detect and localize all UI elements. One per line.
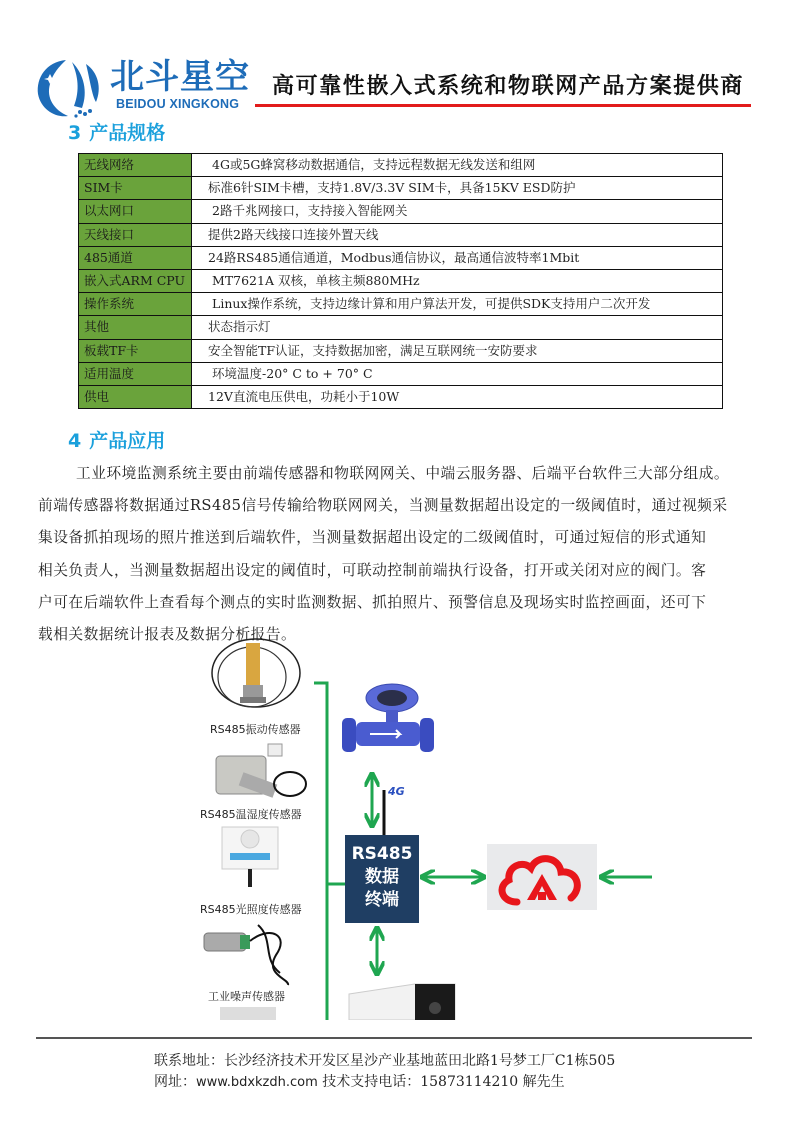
spec-value: 安全智能TF认证，支持数据加密，满足互联网统一安防要求 xyxy=(192,339,723,362)
spec-key: 以太网口 xyxy=(79,200,192,223)
support-phone: 15873114210 xyxy=(420,1074,519,1090)
section-heading-application xyxy=(68,429,165,453)
sensor-label: 工业噪声传感器 xyxy=(208,990,285,1003)
spec-key: 无线网络 xyxy=(79,154,192,177)
spec-key: 485通道 xyxy=(79,246,192,269)
section-heading-specs xyxy=(68,121,165,145)
support-label: 技术支持电话： xyxy=(322,1074,421,1090)
paragraph-line: 集设备抓拍现场的照片推送到后端软件，当测量数据超出设定的二级阈值时，可通过短信的形式通知 xyxy=(38,529,707,547)
table-row xyxy=(79,246,723,269)
section-title: 产品应用 xyxy=(89,430,166,452)
spec-key: 操作系统 xyxy=(79,293,192,316)
table-row xyxy=(79,200,723,223)
table-row xyxy=(79,293,723,316)
section-number: 3 xyxy=(68,122,82,144)
brand-name-cn: 北斗星空 xyxy=(110,57,250,97)
spec-key: 天线接口 xyxy=(79,223,192,246)
beidou-logo-icon xyxy=(36,56,102,120)
table-row xyxy=(79,223,723,246)
spec-key: SIM卡 xyxy=(79,177,192,200)
humidity-sensor-icon xyxy=(210,738,310,808)
footer-address: 联系地址：长沙经济技术开发区星沙产业基地蓝田北路1号梦工厂C1栋505 xyxy=(154,1053,616,1069)
sensor-label: RS485光照度传感器 xyxy=(200,903,302,916)
table-row xyxy=(79,316,723,339)
4g-badge: 4G xyxy=(388,785,405,798)
noise-sensor-icon xyxy=(200,915,300,987)
table-row xyxy=(79,385,723,408)
cloud-platform-box xyxy=(487,844,597,910)
company-tagline: 高可靠性嵌入式系统和物联网产品方案提供商 xyxy=(272,73,745,99)
website-link[interactable]: www.bdxkzdh.com xyxy=(196,1075,318,1090)
table-row xyxy=(79,339,723,362)
spec-value: 标准6针SIM卡槽，支持1.8V/3.3V SIM卡，具备15KV ESD防护 xyxy=(192,177,723,200)
table-row xyxy=(79,269,723,292)
table-row xyxy=(79,154,723,177)
spec-key: 供电 xyxy=(79,385,192,408)
cloud-platform-icon xyxy=(487,844,597,910)
spec-key: 其他 xyxy=(79,316,192,339)
section-title: 产品规格 xyxy=(89,122,166,144)
spec-value: 状态指示灯 xyxy=(192,316,723,339)
spec-value: 4G或5G蜂窝移动数据通信，支持远程数据无线发送和组网 xyxy=(192,154,723,177)
spec-value: 提供2路天线接口连接外置天线 xyxy=(192,223,723,246)
contact-name: 解先生 xyxy=(522,1074,565,1090)
spec-key: 适用温度 xyxy=(79,362,192,385)
brand-name-en: BEIDOU XINGKONG xyxy=(116,97,240,111)
footer-divider xyxy=(36,1037,752,1039)
table-row xyxy=(79,177,723,200)
spec-key: 嵌入式ARM CPU xyxy=(79,269,192,292)
paragraph-line: 相关负责人，当测量数据超出设定的阈值时，可联动控制前端执行设备，打开或关闭对应的阀门。客 xyxy=(38,561,707,579)
spec-value: 2路千兆网接口，支持接入智能网关 xyxy=(192,200,723,223)
header-divider xyxy=(255,104,751,107)
additional-device-icon xyxy=(220,1007,276,1020)
website-label: 网址： xyxy=(154,1074,196,1090)
paragraph-line: 前端传感器将数据通过RS485信号传输给物联网网关，当测量数据超出设定的一级阈值时，通过视频采 xyxy=(38,497,728,515)
footer-contact-line xyxy=(154,1072,615,1093)
spec-value: 24路RS485通信通道，Modbus通信协议，最高通信波特率1Mbit xyxy=(192,246,723,269)
paragraph-line: 户可在后端软件上查看每个测点的实时监测数据、抓拍照片、预警信息及现场实时监控画面，还可下 xyxy=(38,593,707,611)
sensor-label: RS485振动传感器 xyxy=(210,723,301,736)
footer xyxy=(154,1051,615,1093)
paragraph-line: 工业环境监测系统主要由前端传感器和物联网网关、中端云服务器、后端平台软件三大部分组成。 xyxy=(76,465,730,482)
spec-value: 环境温度-20° C to + 70° C xyxy=(192,362,723,385)
spec-table xyxy=(78,153,723,409)
light-sensor-icon xyxy=(220,823,280,895)
sensor-label: RS485温湿度传感器 xyxy=(200,808,302,821)
paragraph-line: 载相关数据统计报表及数据分析报告。 xyxy=(38,626,297,644)
spec-value: 12V直流电压供电，功耗小于10W xyxy=(192,385,723,408)
system-diagram xyxy=(190,635,660,1020)
rs485-terminal: RS485 数据 终端 xyxy=(345,835,419,923)
vibration-sensor-icon xyxy=(208,635,303,720)
table-row xyxy=(79,362,723,385)
section-number: 4 xyxy=(68,430,82,452)
spec-value: Linux操作系统，支持边缘计算和用户算法开发，可提供SDK支持用户二次开发 xyxy=(192,293,723,316)
camera-icon xyxy=(345,980,460,1020)
flowmeter-icon xyxy=(340,680,435,765)
spec-value: MT7621A 双核，单核主频880MHz xyxy=(192,269,723,292)
spec-key: 板载TF卡 xyxy=(79,339,192,362)
application-paragraph xyxy=(38,458,762,651)
